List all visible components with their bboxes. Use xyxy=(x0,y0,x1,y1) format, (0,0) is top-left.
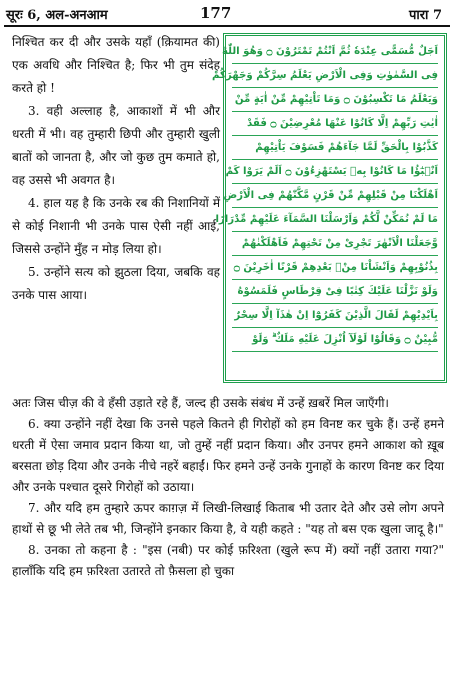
page-number: 177 xyxy=(200,4,232,22)
arabic-line: اَنْۢبٰٓؤُا مَا كَانُوْا بِهٖ يَسْتَهْزِءُوْنَ ۝ اَلَمْ يَرَوْا كَمْ xyxy=(232,160,438,184)
arabic-line: اَجَلٌ مُّسَمًّى عِنْدَهٗ ثُمَّ اَنْتُمْ تَمْتَرُوْنَ ۝ وَهُوَ اللّٰهُ xyxy=(232,40,438,64)
arabic-line: فِى السَّمٰوٰتِ وَفِى الْاَرْضِ يَعْلَمُ سِرَّكُمْ وَجَهْرَكُمْ xyxy=(232,64,438,88)
para-label: पारा 7 xyxy=(408,8,442,23)
arabic-line: وَيَعْلَمُ مَا تَكْسِبُوْنَ ۝ وَمَا تَاْتِيْهِمْ مِّنْ اٰيَةٍ مِّنْ xyxy=(232,88,438,112)
hindi-paragraph: 8. उनका तो कहना है : "इस (नबी) पर कोई फ़रिश्ता (खुले रूप में) क्यों नहीं उतारा गया?" हालाँकि यदि हम फ़रिश्ता उतारते तो फ़ैसला हो चुका xyxy=(12,543,444,578)
hindi-paragraph: 6. क्या उन्होंने नहीं देखा कि उनसे पहले कितने ही गिरोहों को हम विनष्ट कर चुके हैं। उन्हें हमने धरती में ऐसा जमाव प्रदान किया था, जो तुम्हें नहीं प्रदान किया। और उनपर हमने आकाश को ख़ूब बरसता छोड़ दिया और उनके नीचे नहरें बहाईं। फिर हमने उन्हें उनके गुनाहों के कारण विनष्ट कर दिया और उनके पश्चात दूसरे गिरोहों को उठाया। xyxy=(12,417,444,494)
arabic-line: وَّجَعَلْنَا الْاَنْهٰرَ تَجْرِىْ مِنْ تَحْتِهِمْ فَاَهْلَكْنٰهُمْ xyxy=(232,232,438,256)
hindi-paragraph: निश्चित कर दी और उसके यहाँ (क़ियामत की) एक अवधि और निश्चित है; फिर भी तुम संदेह करते हो ! xyxy=(12,35,220,95)
hindi-paragraph: अतः जिस चीज़ की वे हँसी उड़ाते रहे हैं, जल्द ही उसके संबंध में उन्हें ख़बरें मिल जाएँगी। xyxy=(12,396,389,410)
hindi-paragraph: 3. वही अल्लाह है, आकाशों में भी और धरती में भी। वह तुम्हारी छिपी और तुम्हारी खुली बातों को जानता है, और जो कुछ तुम कमाते हो, वह उससे भी अवगत है। xyxy=(12,104,220,187)
arabic-line: بِذُنُوْبِهِمْ وَاَنْشَاْنَا مِنْۢ بَعْدِهِمْ قَرْنًا اٰخَرِيْنَ ۝ xyxy=(232,256,438,280)
arabic-verse-box xyxy=(212,33,447,383)
arabic-line: مَا لَمْ نُمَكِّنْ لَّكُمْ وَاَرْسَلْنَا السَّمَآءَ عَلَيْهِمْ مِّدْرَارًا xyxy=(232,208,438,232)
arabic-line: اٰيٰتِ رَبِّهِمْ اِلَّا كَانُوْا عَنْهَا مُعْرِضِيْنَ ۝ فَقَدْ xyxy=(232,112,438,136)
arabic-line: وَلَوْ نَزَّلْنَا عَلَيْكَ كِتٰبًا فِىْ قِرْطَاسٍ فَلَمَسُوْهُ xyxy=(232,280,438,304)
header-divider xyxy=(4,25,450,27)
hindi-paragraph: 7. और यदि हम तुम्हारे ऊपर काग़ज़ में लिखी-लिखाई किताब भी उतार देते और उसे लोग अपने हाथों से छू भी लेते तब भी, जिन्होंने इनकार किया है, वे यही कहते : "यह तो बस एक खुला जादू है।" xyxy=(12,501,444,536)
hindi-full-width-text xyxy=(12,393,444,582)
surah-title: सूरः 6, अल-अनआम xyxy=(6,8,108,23)
hindi-paragraph: 5. उन्होंने सत्य को झुठला दिया, जबकि वह उनके पास आया। xyxy=(12,265,220,302)
arabic-line: كَذَّبُوْا بِالْحَقِّ لَمَّا جَآءَهُمْ فَسَوْفَ يَاْتِيْهِمْ xyxy=(232,136,438,160)
arabic-line: بِاَيْدِيْهِمْ لَقَالَ الَّذِيْنَ كَفَرُوْٓا اِنْ هٰذَآ اِلَّا سِحْرٌ xyxy=(232,304,438,328)
hindi-paragraph: 4. हाल यह है कि उनके रब की निशानियों में से कोई निशानी भी उनके पास ऐसी नहीं आई, जिससे उन्होंने मुँह न मोड़ लिया हो। xyxy=(12,196,220,256)
arabic-line: اَهْلَكْنَا مِنْ قَبْلِهِمْ مِّنْ قَرْنٍ مَّكَّنّٰهُمْ فِى الْاَرْضِ xyxy=(232,184,438,208)
arabic-line: مُّبِيْنٌ ۝ وَقَالُوْا لَوْلَآ اُنْزِلَ عَلَيْهِ مَلَكٌ ۗ وَلَوْ xyxy=(232,328,438,352)
hindi-left-column xyxy=(12,31,220,307)
page-header xyxy=(0,0,454,28)
